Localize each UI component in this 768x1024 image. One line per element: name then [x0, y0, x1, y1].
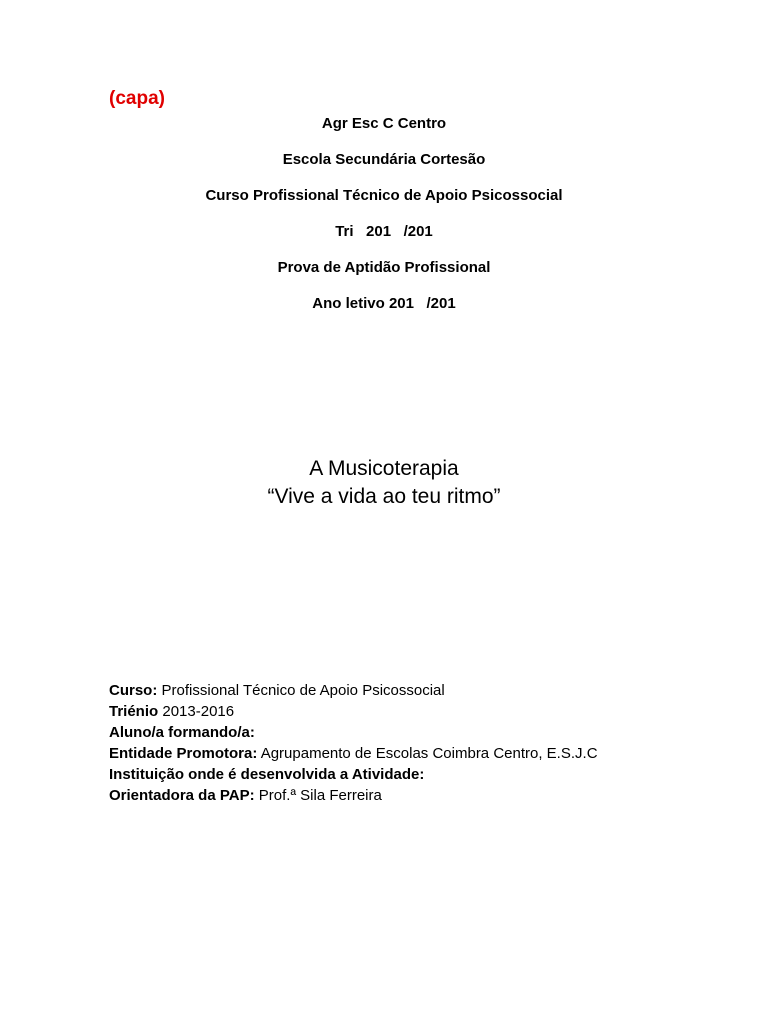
- info-label: Instituição onde é desenvolvida a Atividade:: [109, 766, 425, 783]
- info-row-student: [109, 722, 598, 743]
- page-title: A Musicoterapia: [309, 457, 459, 480]
- info-label: Triénio: [109, 703, 159, 720]
- school-name-line: Escola Secundária Cortesão: [282, 151, 486, 168]
- info-row-advisor: [109, 785, 598, 806]
- school-group-line: Agr Esc C Centro: [321, 115, 447, 132]
- info-label: Aluno/a formando/a:: [109, 724, 255, 741]
- info-row-institution: [109, 764, 598, 785]
- info-row-triennium: [109, 701, 598, 722]
- info-value: 2013-2016: [162, 703, 235, 720]
- info-section: [109, 680, 598, 806]
- info-label: Orientadora da PAP:: [109, 787, 255, 804]
- school-year-line: Ano letivo 201 /201: [312, 295, 456, 312]
- page-subtitle: “Vive a vida ao teu ritmo”: [267, 485, 501, 508]
- triennium-line: Tri 201 /201: [335, 223, 433, 240]
- info-value: Agrupamento de Escolas Coimbra Centro, E.S.J.C: [260, 745, 598, 762]
- info-row-course: [109, 680, 598, 701]
- title-block: [0, 455, 768, 511]
- info-value: Profissional Técnico de Apoio Psicossocial: [161, 682, 445, 699]
- info-label: Curso:: [109, 682, 158, 699]
- cover-tag: (capa): [109, 88, 165, 109]
- info-value: Prof.ª Sila Ferreira: [258, 787, 382, 804]
- info-row-promoter: [109, 743, 598, 764]
- info-label: Entidade Promotora:: [109, 745, 258, 762]
- exam-line: Prova de Aptidão Profissional: [277, 259, 491, 276]
- course-line: Curso Profissional Técnico de Apoio Psicossocial: [205, 187, 563, 204]
